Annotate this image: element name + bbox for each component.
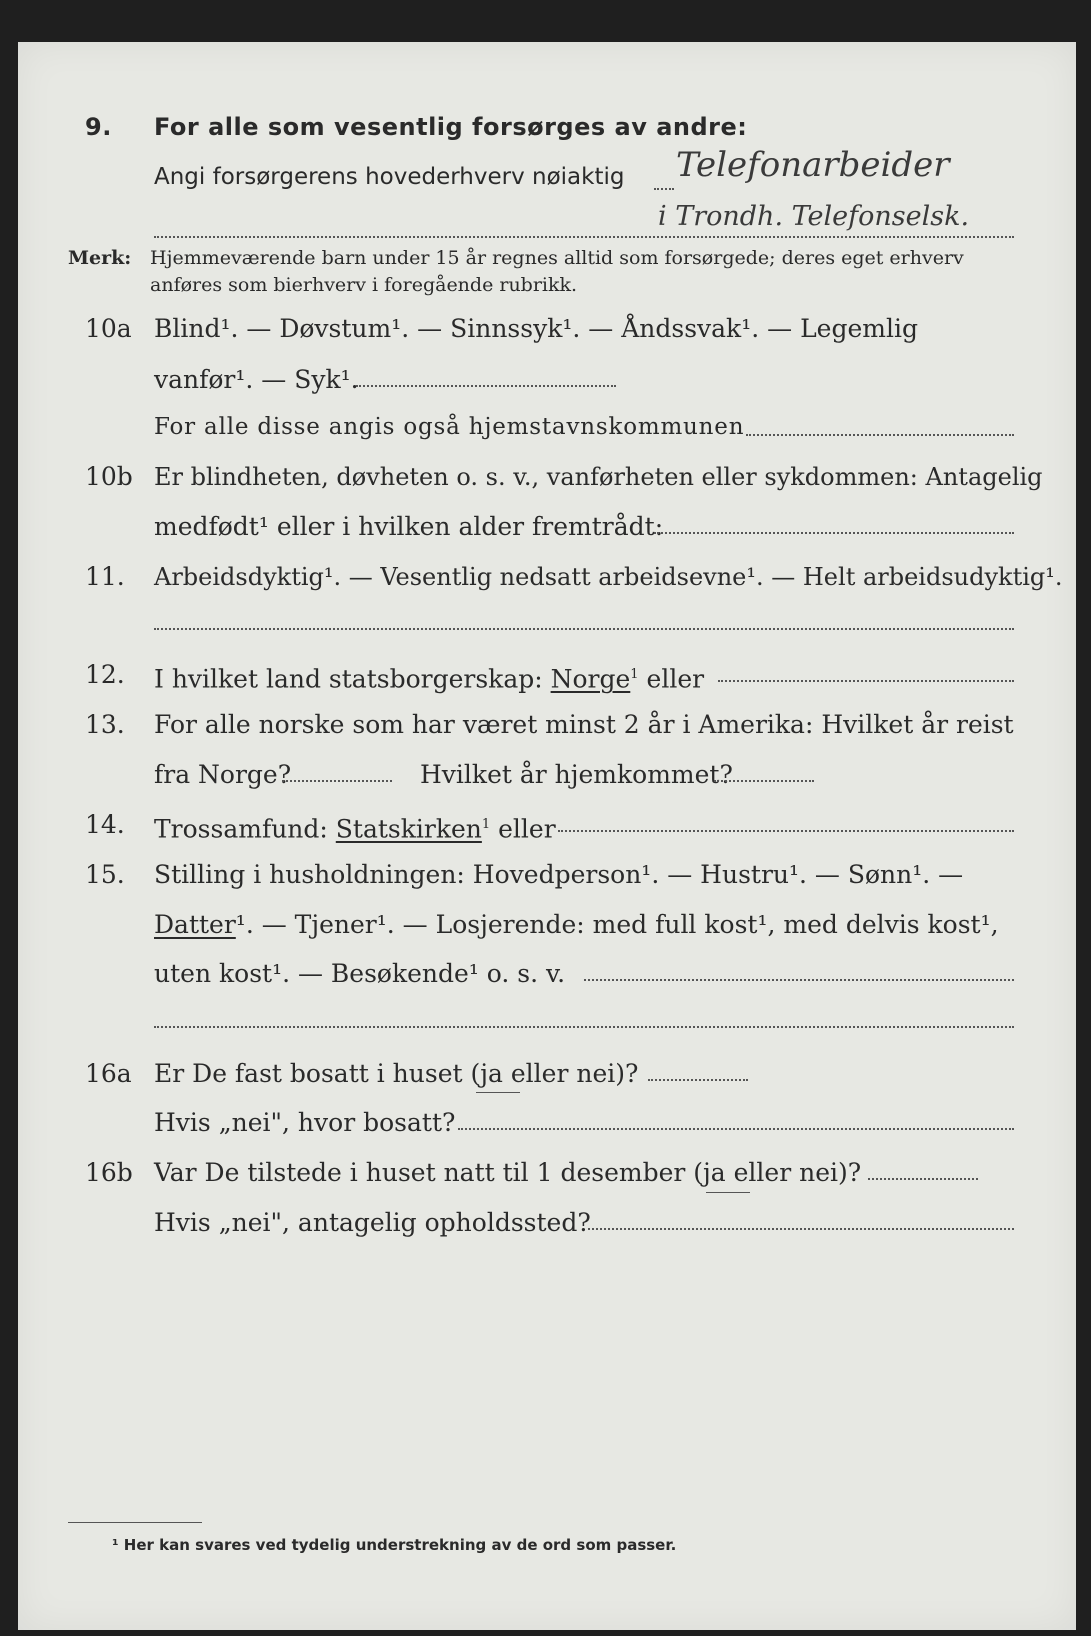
q16a-number: 16a [85, 1059, 132, 1088]
q12-post: eller [646, 664, 705, 694]
q10a-syk-line [356, 385, 616, 387]
merk-line2: anføres som bierhverv i foregående rubrikk. [150, 274, 578, 296]
q12-eller-line [718, 680, 1014, 682]
q14-pre: Trossamfund: [154, 814, 328, 844]
q16b-line2: Hvis „nei", antagelig opholdssted? [154, 1208, 591, 1237]
q16b-line1: Var De tilstede i huset natt til 1 desember (ja eller nei)? [154, 1158, 862, 1187]
q9-handwritten-answer2: i Trondh. Telefonselsk. [658, 201, 970, 232]
q14-option-statskirken: Statskirken [335, 814, 482, 844]
q10a-line2: vanfør¹. — Syk¹. [154, 365, 359, 394]
q15-line3: uten kost¹. — Besøkende¹ o. s. v. [154, 959, 566, 988]
q16b-number: 16b [85, 1158, 133, 1187]
q12-line: I hvilket land statsborgerskap: Norge$^1$ eller [154, 664, 705, 694]
footnote-rule [68, 1522, 202, 1523]
q15-line1: Stilling i husholdningen: Hovedperson¹. — Hustru¹. — Sønn¹. — [154, 860, 964, 889]
q9-heading: For alle som vesentlig forsørges av andre: [154, 113, 748, 141]
q10b-alder-line [654, 532, 1014, 534]
q15-number: 15. [85, 860, 125, 889]
q13-line2a: fra Norge? [154, 760, 292, 789]
q14-eller-line [558, 830, 1014, 832]
q13-line2b: Hvilket år hjemkommet? [420, 760, 733, 789]
form-page [18, 42, 1076, 1630]
q11-line1: Arbeidsdyktig¹. — Vesentlig nedsatt arbeidsevne¹. — Helt arbeidsudyktig¹. [154, 563, 1063, 591]
q9-line1: Angi forsørgerens hovederhverv nøiaktig [154, 164, 625, 190]
q14-line: Trossamfund: Statskirken$^1$ eller [154, 814, 556, 844]
q15-line2-rest: ¹. — Tjener¹. — Losjerende: med full kost¹, med delvis kost¹, [235, 910, 999, 939]
q16a-line1: Er De fast bosatt i huset (ja eller nei)? [154, 1059, 639, 1088]
q16b-opholdssted-line [588, 1228, 1014, 1230]
q15-option-datter: Datter [154, 910, 236, 939]
q16a-janei-line [648, 1079, 748, 1081]
q9-answer-dots [654, 188, 674, 190]
q9-handwritten-answer1: Telefonarbeider [676, 145, 950, 185]
q16b-janei-line [868, 1178, 978, 1180]
q15-besokende-line [584, 979, 1014, 981]
q12-pre: I hvilket land statsborgerskap: [154, 664, 543, 694]
q10b-line2: medfødt¹ eller i hvilken alder fremtrådt: [154, 512, 664, 541]
q10a-hjemstavn-line [746, 434, 1014, 436]
q9-answer-line2 [154, 236, 1014, 238]
q13-line1: For alle norske som har været minst 2 år i Amerika: Hvilket år reist [154, 710, 1014, 739]
q16a-bosatt-line [458, 1128, 1014, 1130]
q14-post: eller [498, 814, 556, 844]
q13-hjemkommet-line [714, 780, 814, 782]
q12-number: 12. [85, 660, 125, 689]
q16b-ja-underline [706, 1192, 750, 1193]
q13-number: 13. [85, 710, 125, 739]
merk-line1: Hjemmeværende barn under 15 år regnes alltid som forsørgede; deres eget erhverv [150, 247, 964, 269]
q10a-line1: Blind¹. — Døvstum¹. — Sinnssyk¹. — Åndssvak¹. — Legemlig [154, 314, 918, 343]
q10b-number: 10b [85, 462, 133, 491]
q14-number: 14. [85, 810, 125, 839]
q9-number: 9. [85, 113, 112, 141]
q15-extra-line [154, 1026, 1014, 1028]
q16a-ja-underline [476, 1092, 520, 1093]
footnote: ¹ Her kan svares ved tydelig understrekning av de ord som passer. [112, 1536, 677, 1554]
q10a-number: 10a [85, 314, 132, 343]
q15-line2 [154, 910, 999, 940]
q10a-line3: For alle disse angis også hjemstavnskommunen [154, 414, 745, 440]
q16a-line2: Hvis „nei", hvor bosatt? [154, 1108, 456, 1137]
merk-label: Merk: [68, 247, 132, 269]
q11-number: 11. [85, 562, 125, 591]
q13-reist-line [282, 780, 392, 782]
q11-line2 [154, 628, 1014, 630]
q12-option-norge: Norge [550, 664, 631, 694]
q10b-line1: Er blindheten, døvheten o. s. v., vanførheten eller sykdommen: Antagelig [154, 463, 1043, 491]
